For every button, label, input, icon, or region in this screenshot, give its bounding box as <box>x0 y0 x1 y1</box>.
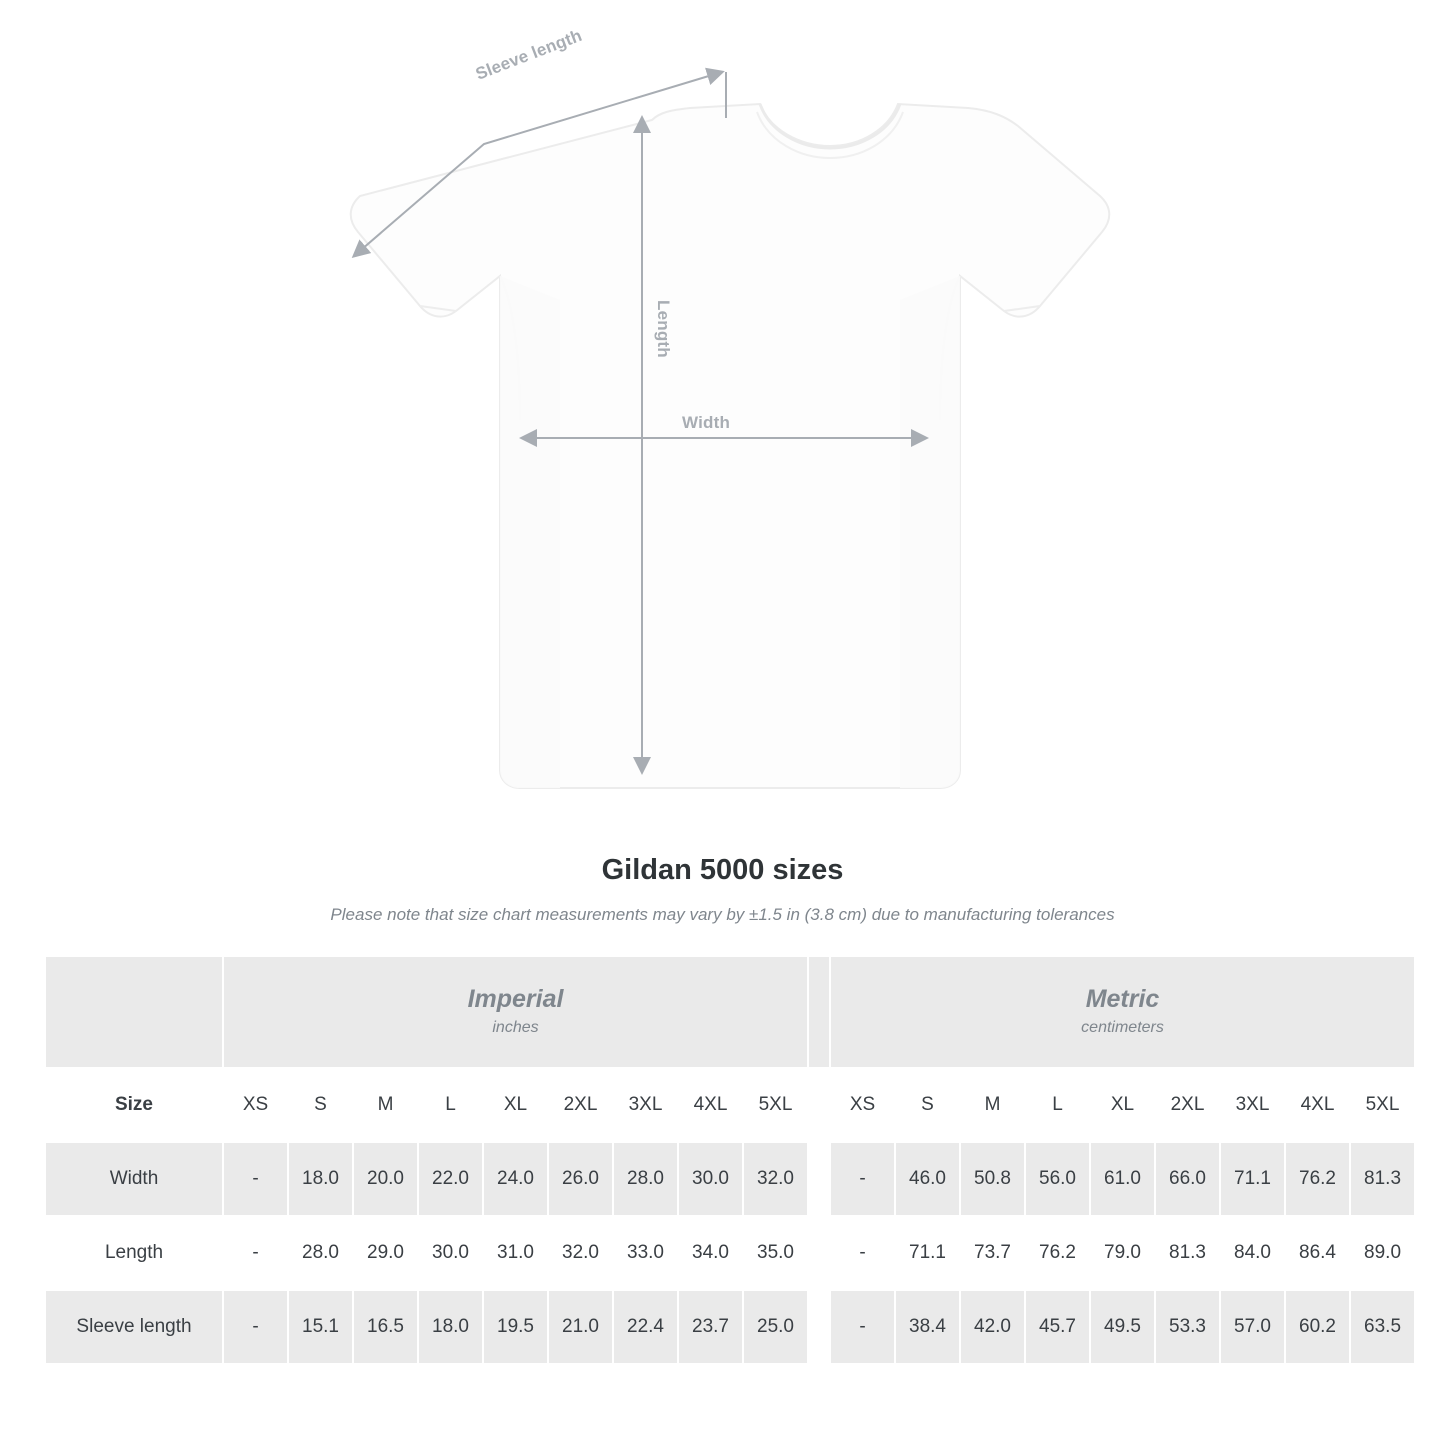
cell-length-imperial-xs: - <box>223 1216 288 1290</box>
cell-width-imperial-m: 20.0 <box>353 1142 418 1216</box>
cell-sleeve-imperial-s: 15.1 <box>288 1290 353 1364</box>
cell-sleeve-metric-m: 42.0 <box>960 1290 1025 1364</box>
tolerance-note: Please note that size chart measurements may vary by ±1.5 in (3.8 cm) due to manufacturing tolerances <box>330 905 1115 924</box>
sleeve-length-label: Sleeve length <box>473 25 585 84</box>
cell-length-imperial-2xl: 32.0 <box>548 1216 613 1290</box>
unit-group-imperial <box>223 956 808 1068</box>
cell-length-imperial-3xl: 33.0 <box>613 1216 678 1290</box>
cell-sleeve-imperial-3xl: 22.4 <box>613 1290 678 1364</box>
header-metric-2xl: 2XL <box>1155 1068 1220 1142</box>
header-metric-l: L <box>1025 1068 1090 1142</box>
tshirt-shape <box>351 104 1110 788</box>
unit-group-imperial-name: Imperial <box>467 984 564 1013</box>
cell-sleeve-imperial-l: 18.0 <box>418 1290 483 1364</box>
header-imperial-xl: XL <box>483 1068 548 1142</box>
cell-length-metric-4xl: 86.4 <box>1285 1216 1350 1290</box>
width-label: Width <box>682 413 731 432</box>
row-gap-sleeve <box>808 1290 830 1364</box>
cell-width-metric-4xl: 76.2 <box>1285 1142 1350 1216</box>
cell-length-metric-5xl: 89.0 <box>1350 1216 1415 1290</box>
header-metric-xl: XL <box>1090 1068 1155 1142</box>
row-label-width: Width <box>45 1142 223 1216</box>
cell-sleeve-metric-l: 45.7 <box>1025 1290 1090 1364</box>
cell-sleeve-metric-xl: 49.5 <box>1090 1290 1155 1364</box>
unit-row-gap <box>808 956 830 1068</box>
header-imperial-m: M <box>353 1068 418 1142</box>
header-imperial-5xl: 5XL <box>743 1068 808 1142</box>
cell-width-metric-l: 56.0 <box>1025 1142 1090 1216</box>
cell-width-imperial-2xl: 26.0 <box>548 1142 613 1216</box>
cell-width-imperial-xl: 24.0 <box>483 1142 548 1216</box>
unit-row-spacer <box>45 956 223 1068</box>
cell-width-imperial-l: 22.0 <box>418 1142 483 1216</box>
title-block <box>0 854 1445 925</box>
table-row <box>45 1216 1415 1290</box>
cell-length-metric-m: 73.7 <box>960 1216 1025 1290</box>
size-table-wrapper <box>44 955 1401 1365</box>
header-size-label: Size <box>45 1068 223 1142</box>
cell-length-imperial-s: 28.0 <box>288 1216 353 1290</box>
table-row <box>45 1142 1415 1216</box>
size-table <box>44 955 1416 1365</box>
cell-width-imperial-s: 18.0 <box>288 1142 353 1216</box>
cell-length-metric-l: 76.2 <box>1025 1216 1090 1290</box>
cell-width-imperial-4xl: 30.0 <box>678 1142 743 1216</box>
page-title: Gildan 5000 sizes <box>601 854 844 886</box>
length-label: Length <box>654 300 673 358</box>
cell-length-metric-2xl: 81.3 <box>1155 1216 1220 1290</box>
cell-width-metric-2xl: 66.0 <box>1155 1142 1220 1216</box>
cell-sleeve-metric-s: 38.4 <box>895 1290 960 1364</box>
cell-length-imperial-m: 29.0 <box>353 1216 418 1290</box>
cell-width-metric-3xl: 71.1 <box>1220 1142 1285 1216</box>
cell-sleeve-metric-4xl: 60.2 <box>1285 1290 1350 1364</box>
header-metric-5xl: 5XL <box>1350 1068 1415 1142</box>
header-metric-m: M <box>960 1068 1025 1142</box>
header-imperial-xs: XS <box>223 1068 288 1142</box>
table-row <box>45 1290 1415 1364</box>
cell-sleeve-imperial-xs: - <box>223 1290 288 1364</box>
cell-length-metric-xl: 79.0 <box>1090 1216 1155 1290</box>
header-imperial-3xl: 3XL <box>613 1068 678 1142</box>
header-imperial-4xl: 4XL <box>678 1068 743 1142</box>
cell-sleeve-imperial-m: 16.5 <box>353 1290 418 1364</box>
header-gap <box>808 1068 830 1142</box>
cell-sleeve-imperial-2xl: 21.0 <box>548 1290 613 1364</box>
cell-length-imperial-l: 30.0 <box>418 1216 483 1290</box>
header-metric-s: S <box>895 1068 960 1142</box>
cell-length-imperial-xl: 31.0 <box>483 1216 548 1290</box>
header-metric-4xl: 4XL <box>1285 1068 1350 1142</box>
cell-width-imperial-5xl: 32.0 <box>743 1142 808 1216</box>
cell-length-metric-s: 71.1 <box>895 1216 960 1290</box>
row-label-sleeve-length: Sleeve length <box>45 1290 223 1364</box>
cell-width-metric-xl: 61.0 <box>1090 1142 1155 1216</box>
unit-group-imperial-unit: inches <box>492 1018 539 1036</box>
cell-width-imperial-xs: - <box>223 1142 288 1216</box>
cell-length-imperial-5xl: 35.0 <box>743 1216 808 1290</box>
header-imperial-2xl: 2XL <box>548 1068 613 1142</box>
cell-sleeve-metric-3xl: 57.0 <box>1220 1290 1285 1364</box>
cell-length-metric-xs: - <box>830 1216 895 1290</box>
cell-width-metric-m: 50.8 <box>960 1142 1025 1216</box>
header-imperial-l: L <box>418 1068 483 1142</box>
cell-sleeve-metric-2xl: 53.3 <box>1155 1290 1220 1364</box>
cell-sleeve-metric-xs: - <box>830 1290 895 1364</box>
header-metric-xs: XS <box>830 1068 895 1142</box>
size-header-row <box>45 1068 1415 1142</box>
row-label-length: Length <box>45 1216 223 1290</box>
row-gap-width <box>808 1142 830 1216</box>
unit-group-metric-name: Metric <box>1085 984 1160 1013</box>
cell-sleeve-imperial-4xl: 23.7 <box>678 1290 743 1364</box>
cell-sleeve-imperial-xl: 19.5 <box>483 1290 548 1364</box>
cell-length-imperial-4xl: 34.0 <box>678 1216 743 1290</box>
header-imperial-s: S <box>288 1068 353 1142</box>
cell-width-metric-5xl: 81.3 <box>1350 1142 1415 1216</box>
cell-length-metric-3xl: 84.0 <box>1220 1216 1285 1290</box>
cell-width-metric-xs: - <box>830 1142 895 1216</box>
row-gap-length <box>808 1216 830 1290</box>
unit-group-metric <box>830 956 1415 1068</box>
cell-width-imperial-3xl: 28.0 <box>613 1142 678 1216</box>
unit-header-row <box>45 956 1415 1068</box>
cell-sleeve-imperial-5xl: 25.0 <box>743 1290 808 1364</box>
unit-group-metric-unit: centimeters <box>1081 1018 1164 1036</box>
cell-width-metric-s: 46.0 <box>895 1142 960 1216</box>
header-metric-3xl: 3XL <box>1220 1068 1285 1142</box>
cell-sleeve-metric-5xl: 63.5 <box>1350 1290 1415 1364</box>
